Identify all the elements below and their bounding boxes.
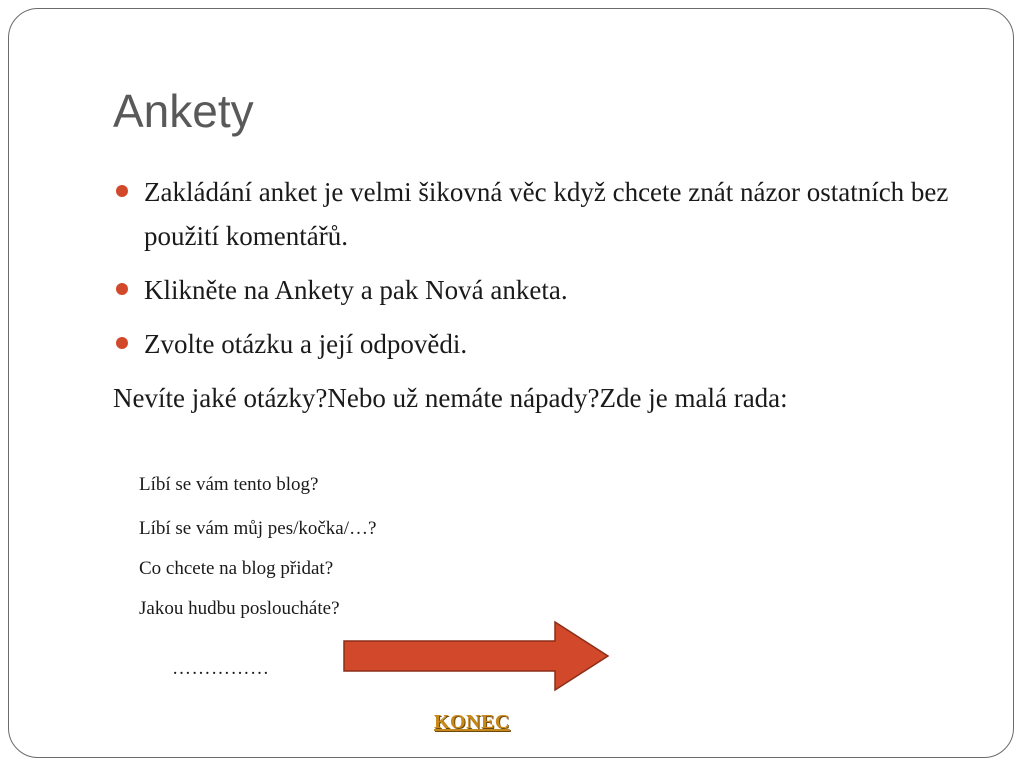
- bullet-item: [113, 268, 953, 312]
- bullet-dot-icon: [116, 283, 128, 295]
- ellipsis-text: ……………: [172, 658, 270, 679]
- question-item: Jakou hudbu posloucháte?: [139, 598, 340, 619]
- bullet-item: [113, 170, 953, 258]
- bullet-text: Klikněte na Ankety a pak Nová anketa.: [144, 275, 568, 305]
- bullet-dot-icon: [116, 337, 128, 349]
- question-item: Líbí se vám můj pes/kočka/…?: [139, 518, 377, 539]
- bullet-item: [113, 322, 953, 366]
- bullet-dot-icon: [116, 185, 128, 197]
- question-list: [139, 473, 376, 641]
- question-item: Líbí se vám tento blog?: [139, 474, 319, 495]
- bullet-text: Zakládání anket je velmi šikovná věc když chcete znát názor ostatních bez použití komentářů.: [144, 177, 949, 251]
- right-arrow-icon: [343, 620, 611, 692]
- slide-content: [113, 170, 953, 420]
- konec-link[interactable]: KONEC: [434, 711, 510, 733]
- intro-paragraph: Nevíte jaké otázky?Nebo už nemáte nápady?Zde je malá rada:: [113, 383, 788, 413]
- slide-title: Ankety: [113, 85, 254, 137]
- bullet-text: Zvolte otázku a její odpovědi.: [144, 329, 468, 359]
- question-item: Co chcete na blog přidat?: [139, 558, 334, 579]
